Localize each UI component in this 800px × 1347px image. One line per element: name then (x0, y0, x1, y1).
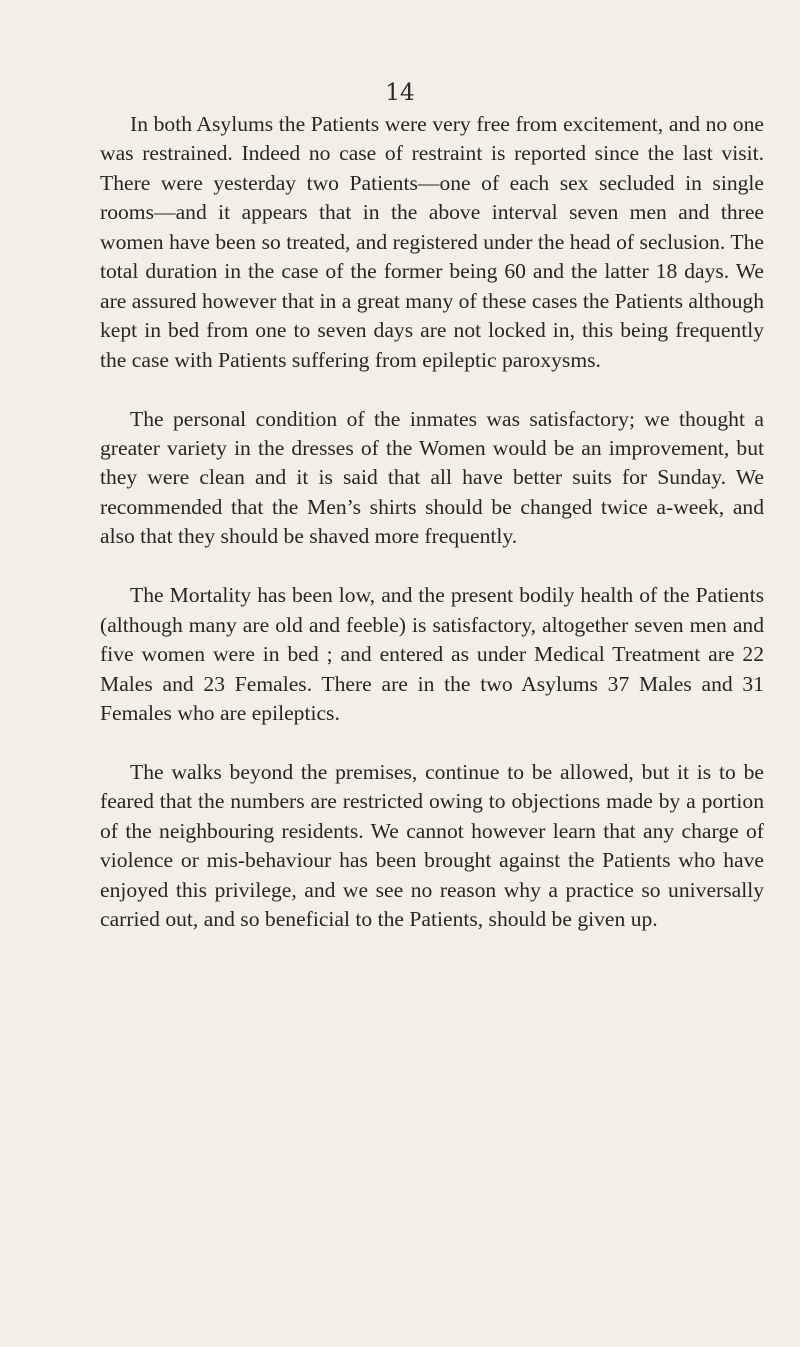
paragraph-walks: The walks beyond the premises, continue to be allowed, but it is to be feared that the numbers are restricted owing to objections made by a portion of the neighbouring residents. We cannot however learn that any charge of violence or mis-behaviour has been brought against the Patients who have enjoyed this privilege, and we see no reason why a practice so universally carried out, and so beneficial to the Patients, should be given up. (100, 759, 764, 932)
body-text (100, 110, 764, 964)
page-number: 14 (385, 80, 415, 106)
paragraph-mortality: The Mortality has been low, and the present bodily health of the Patients (although many are old and feeble) is satisfactory, altogether seven men and five women were in bed ; and entered as under Medical Treatment are 22 Males and 23 Females. There are in the two Asylums 37 Males and 31 Females who are epileptics. (100, 583, 764, 726)
paragraph-personal-condition: The personal condition of the inmates was satisfactory; we thought a greater variety in the dresses of the Women would be an improvement, but they were clean and it is said that all have better suits for Sunday. We recommended that the Men’s shirts should be changed twice a-week, and also that they should be shaved more frequently. (100, 406, 764, 549)
paragraph-restraint: In both Asylums the Patients were very free from excitement, and no one was restrained. Indeed no case of restraint is reported since the last visit. There were yesterday two Patients—one of each sex secluded in single rooms—and it appears that in the above interval seven men and three women have been so treated, and registered under the head of seclusion. The total duration in the case of the former being 60 and the latter 18 days. We are assured however that in a great many of these cases the Patients although kept in bed from one to seven days are not locked in, this being frequently the case with Patients suffering from epileptic paroxysms. (100, 112, 764, 372)
